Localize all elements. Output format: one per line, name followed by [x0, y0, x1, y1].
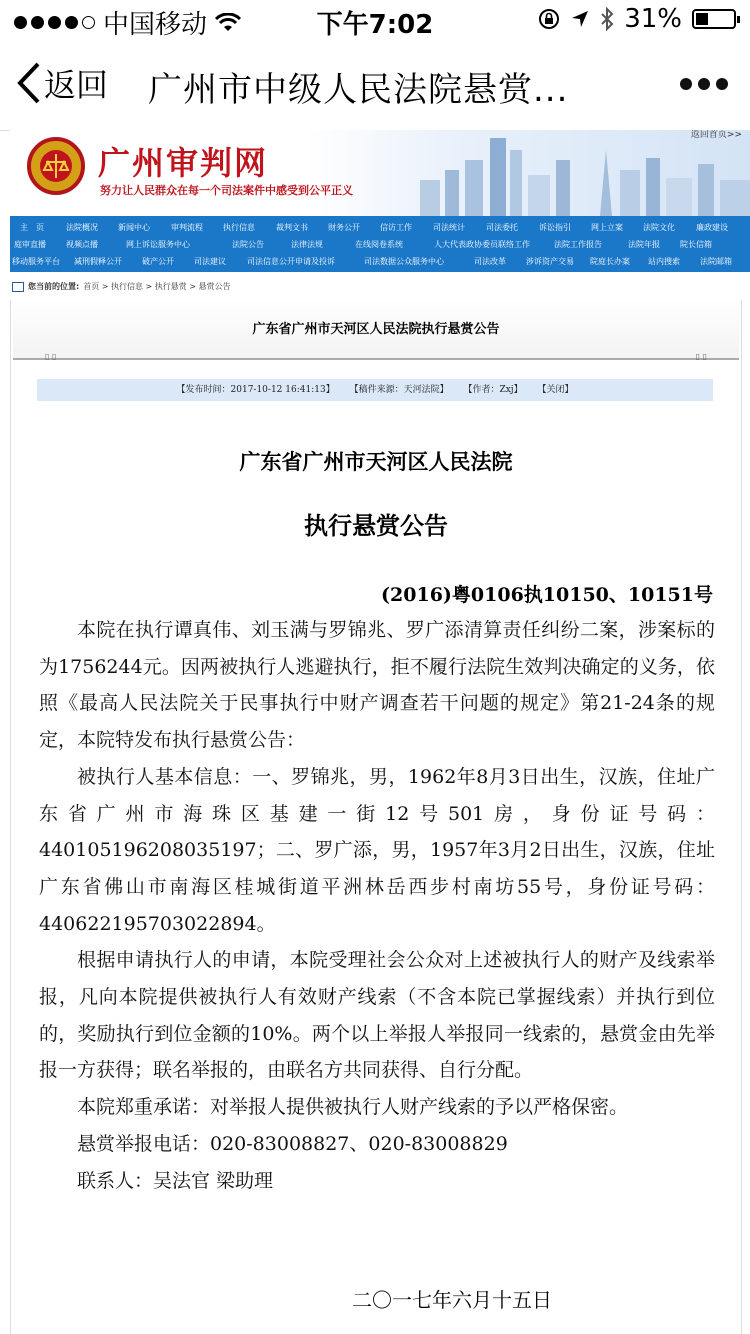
site-menu [10, 216, 750, 272]
bluetooth-icon [600, 7, 614, 31]
page-title: 广州市中级人民法院悬赏... [148, 70, 569, 110]
article-header-title: 广东省广州市天河区人民法院执行悬赏公告 [252, 322, 500, 337]
menu-item[interactable]: 在线阅卷系统 [355, 240, 403, 249]
menu-row-1 [10, 222, 750, 240]
menu-item[interactable]: 司法统计 [433, 223, 465, 232]
paragraph: 本院在执行谭真伟、刘玉满与罗锦兆、罗广添清算责任纠纷二案，涉案标的为1756244元。因两被执行人逃避执行，拒不履行法院生效判决确定的义务，依照《最高人民法院关于民事执行中财产调查若干问题的规定》第21-24条的规定，本院特发布执行悬赏公告： [39, 619, 715, 752]
sign-date: 二〇一七年六月十五日 [352, 1288, 552, 1312]
paragraph: 本院郑重承诺：对举报人提供被执行人财产线索的予以严格保密。 [77, 1096, 629, 1119]
menu-item[interactable]: 网上立案 [591, 223, 623, 232]
article-source: 【稿件来源：天河法院】 [349, 385, 449, 395]
chevron-left-icon [14, 60, 44, 106]
menu-item[interactable]: 廉政建设 [696, 223, 728, 232]
menu-item[interactable]: 人大代表政协委员联络工作 [434, 240, 530, 249]
publish-time: 【发布时间：2017-10-12 16:41:13】 [176, 385, 335, 395]
menu-item[interactable]: 信访工作 [380, 223, 412, 232]
document-title: 执行悬赏公告 [304, 512, 448, 540]
menu-item[interactable]: 视频点播 [66, 240, 98, 249]
breadcrumb-path[interactable]: 首页 > 执行信息 > 执行悬赏 > 悬赏公告 [83, 282, 231, 291]
paragraph: 根据申请执行人的申请，本院受理社会公众对上述被执行人的财产及线索举报，凡向本院提供被执行人有效财产线索（不含本院已掌握线索）并执行到位的，奖励执行到位金额的10%。两个以上举报人举报同一线索的，悬赏金由先举报一方获得；联名举报的，由联名方共同获得、自行分配。 [39, 949, 715, 1082]
breadcrumb-label: 您当前的位置: [28, 282, 80, 291]
menu-item[interactable]: 庭审直播 [14, 240, 46, 249]
menu-item[interactable]: 院庭长办案 [590, 257, 630, 266]
case-number: (2016)粤0106执10150、10151号 [381, 584, 713, 606]
menu-item[interactable]: 站内搜索 [648, 257, 680, 266]
location-arrow-icon [570, 9, 590, 29]
menu-item[interactable]: 网上诉讼服务中心 [126, 240, 190, 249]
menu-item[interactable]: 裁判文书 [276, 223, 308, 232]
article-header [13, 300, 739, 360]
menu-item[interactable]: 法院文化 [643, 223, 675, 232]
menu-item[interactable]: 移动服务平台 [12, 257, 60, 266]
menu-item[interactable]: 司法建议 [194, 257, 226, 266]
menu-item[interactable]: 新闻中心 [118, 223, 150, 232]
menu-item[interactable]: 主 页 [20, 223, 44, 232]
menu-item[interactable]: 执行信息 [223, 223, 255, 232]
menu-item[interactable]: 法院年报 [628, 240, 660, 249]
menu-item[interactable]: 法院概况 [66, 223, 98, 232]
menu-item[interactable]: 减刑假释公开 [74, 257, 122, 266]
article-body [39, 612, 715, 1199]
menu-item[interactable]: 院长信箱 [680, 240, 712, 249]
article-panel [10, 300, 742, 1334]
location-icon [12, 282, 24, 292]
back-button[interactable] [14, 60, 108, 106]
menu-item[interactable]: 涉诉资产交易 [526, 257, 574, 266]
menu-item[interactable]: 司法改革 [474, 257, 506, 266]
court-name: 广东省广州市天河区人民法院 [239, 450, 513, 474]
menu-item[interactable]: 财务公开 [328, 223, 360, 232]
pin-icon: ▯ ▯ [695, 352, 707, 361]
menu-item[interactable]: 法院工作报告 [554, 240, 602, 249]
menu-item[interactable]: 司法信息公开申请及投诉 [247, 257, 335, 266]
close-link[interactable]: 【关闭】 [537, 385, 574, 395]
menu-item[interactable]: 司法委托 [486, 223, 518, 232]
menu-item[interactable]: 司法数据公众服务中心 [364, 257, 444, 266]
court-emblem-icon [26, 136, 86, 196]
back-label: 返回 [44, 66, 109, 104]
menu-item[interactable]: 审判流程 [171, 223, 203, 232]
paragraph: 被执行人基本信息：一、罗锦兆，男，1962年8月3日出生，汉族，住址广东省广州市海珠区基建一街12号501房，身份证号码：440105196208035197；二、罗广添，男，1957年3月2日出生，汉族，住址广东省佛山市南海区桂城街道平洲林岳西步村南坊55号，身份证号码：440622195703022894。 [39, 765, 715, 935]
menu-item[interactable]: 法院公告 [232, 240, 264, 249]
pin-icon: ▯ ▯ [45, 352, 57, 361]
home-link[interactable]: 返回首页>> [690, 130, 742, 140]
menu-item[interactable]: 诉讼指引 [539, 223, 571, 232]
city-skyline-image [420, 130, 750, 216]
menu-item[interactable]: 法律法规 [291, 240, 323, 249]
menu-row-2 [10, 239, 750, 257]
battery-percent: 31% [624, 4, 682, 34]
article-meta [37, 379, 713, 401]
carrier-label: 中国移动 [103, 10, 208, 40]
battery-icon [692, 9, 736, 29]
menu-row-3 [10, 256, 750, 274]
site-banner [10, 130, 750, 216]
clock: 下午7:02 [316, 10, 434, 40]
site-name: 广州审判网 [98, 144, 269, 182]
more-dot-icon [680, 78, 692, 90]
nav-bar [0, 40, 750, 131]
more-button[interactable] [680, 78, 728, 90]
paragraph: 联系人：吴法官 梁助理 [77, 1169, 274, 1192]
site-slogan: 努力让人民群众在每一个司法案件中感受到公平正义 [100, 184, 353, 197]
orientation-lock-icon [538, 8, 560, 30]
article-author: 【作者：Zxj】 [463, 385, 523, 395]
breadcrumb [12, 281, 231, 292]
menu-item[interactable]: 破产公开 [142, 257, 174, 266]
status-bar [0, 0, 750, 40]
status-icons [538, 4, 736, 34]
paragraph: 悬赏举报电话：020-83008827、020-83008829 [77, 1132, 508, 1155]
menu-item[interactable]: 法院邮箱 [700, 257, 732, 266]
